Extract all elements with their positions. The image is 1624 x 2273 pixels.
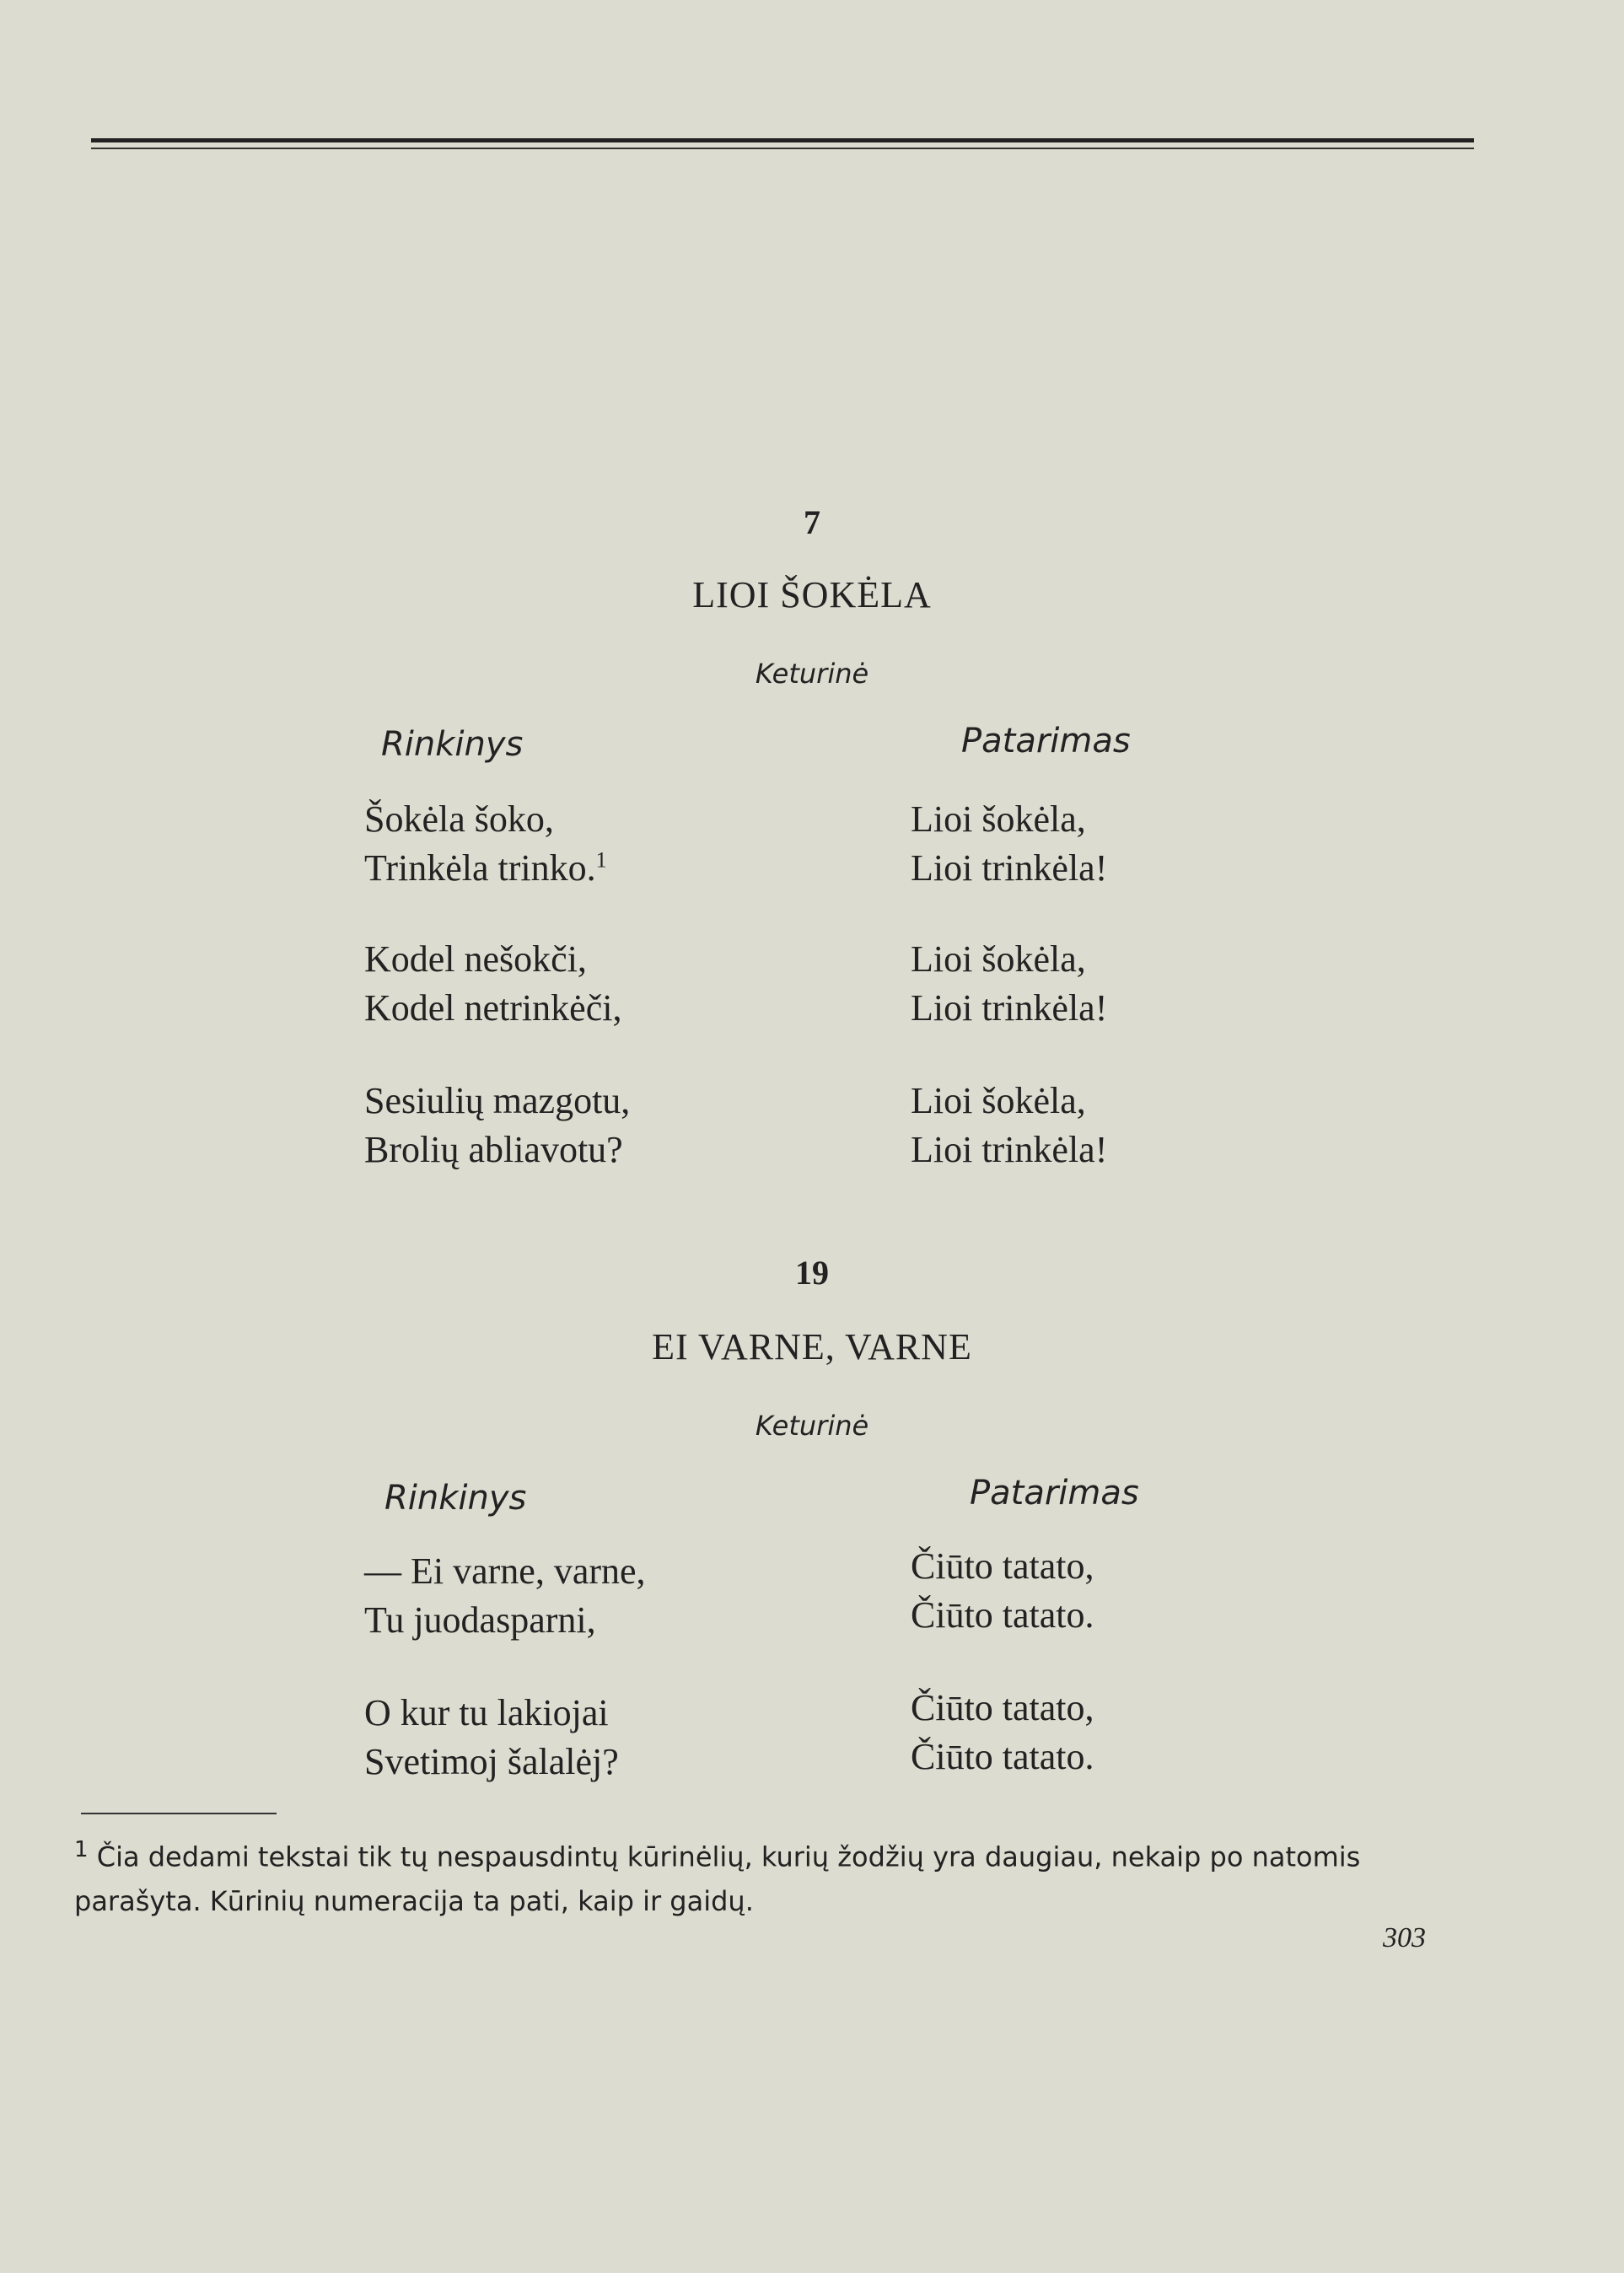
footnote-text: Čia dedami tekstai tik tų nespausdintų kūrinėlių, kurių žodžių yra daugiau, nekaip po natomis parašyta. Kūrinių numeracija ta pati, kaip ir gaidų. [74, 1840, 1361, 1917]
footnote-rule [81, 1813, 277, 1814]
lyric-line: Kodel netrinkėči, [364, 987, 622, 1029]
song-number: 7 [804, 503, 820, 541]
lyric-line-with-footnote [364, 846, 607, 889]
left-column-header: Rinkinys [384, 1479, 527, 1518]
refrain-line: Lioi šokėla, [911, 798, 1086, 840]
refrain-line: Čiūto tatato, [911, 1687, 1094, 1728]
refrain-line: Lioi trinkėla! [911, 987, 1108, 1029]
lyric-line: Šokėla šoko, [364, 798, 554, 840]
refrain-line: Lioi trinkėla! [911, 1129, 1108, 1170]
refrain-line: Lioi šokėla, [911, 938, 1086, 980]
song-title: LIOI ŠOKĖLA [692, 574, 932, 615]
lyric-line: — Ei varne, varne, [364, 1550, 646, 1592]
header-rule-thick [91, 138, 1474, 142]
song-subtitle: Keturinė [755, 658, 869, 690]
refrain-line: Lioi šokėla, [911, 1080, 1086, 1121]
right-column-header: Patarimas [970, 1474, 1139, 1513]
refrain-line: Čiūto tatato, [911, 1545, 1094, 1587]
left-column-header: Rinkinys [381, 725, 524, 764]
lyric-line: Svetimoj šalalėj? [364, 1741, 619, 1782]
header-rule-thin [91, 148, 1474, 149]
footnote [74, 1828, 1457, 1923]
footnote-marker: 1 [595, 847, 607, 873]
lyric-line: Tu juodasparni, [364, 1599, 596, 1641]
lyric-line: Trinkėla trinko. [364, 847, 596, 889]
footnote-number: 1 [74, 1837, 89, 1862]
page-number: 303 [1383, 1922, 1426, 1953]
refrain-line: Čiūto tatato. [911, 1594, 1094, 1636]
song-subtitle: Keturinė [755, 1410, 869, 1442]
lyric-line: Brolių abliavotu? [364, 1129, 623, 1170]
refrain-line: Čiūto tatato. [911, 1736, 1094, 1777]
refrain-line: Lioi trinkėla! [911, 847, 1108, 889]
lyric-line: Sesiulių mazgotu, [364, 1080, 631, 1121]
song-number: 19 [795, 1254, 829, 1292]
song-title: EI VARNE, VARNE [652, 1326, 972, 1368]
lyric-line: Kodel nešokči, [364, 938, 587, 980]
right-column-header: Patarimas [961, 722, 1131, 760]
lyric-line: O kur tu lakiojai [364, 1692, 609, 1733]
